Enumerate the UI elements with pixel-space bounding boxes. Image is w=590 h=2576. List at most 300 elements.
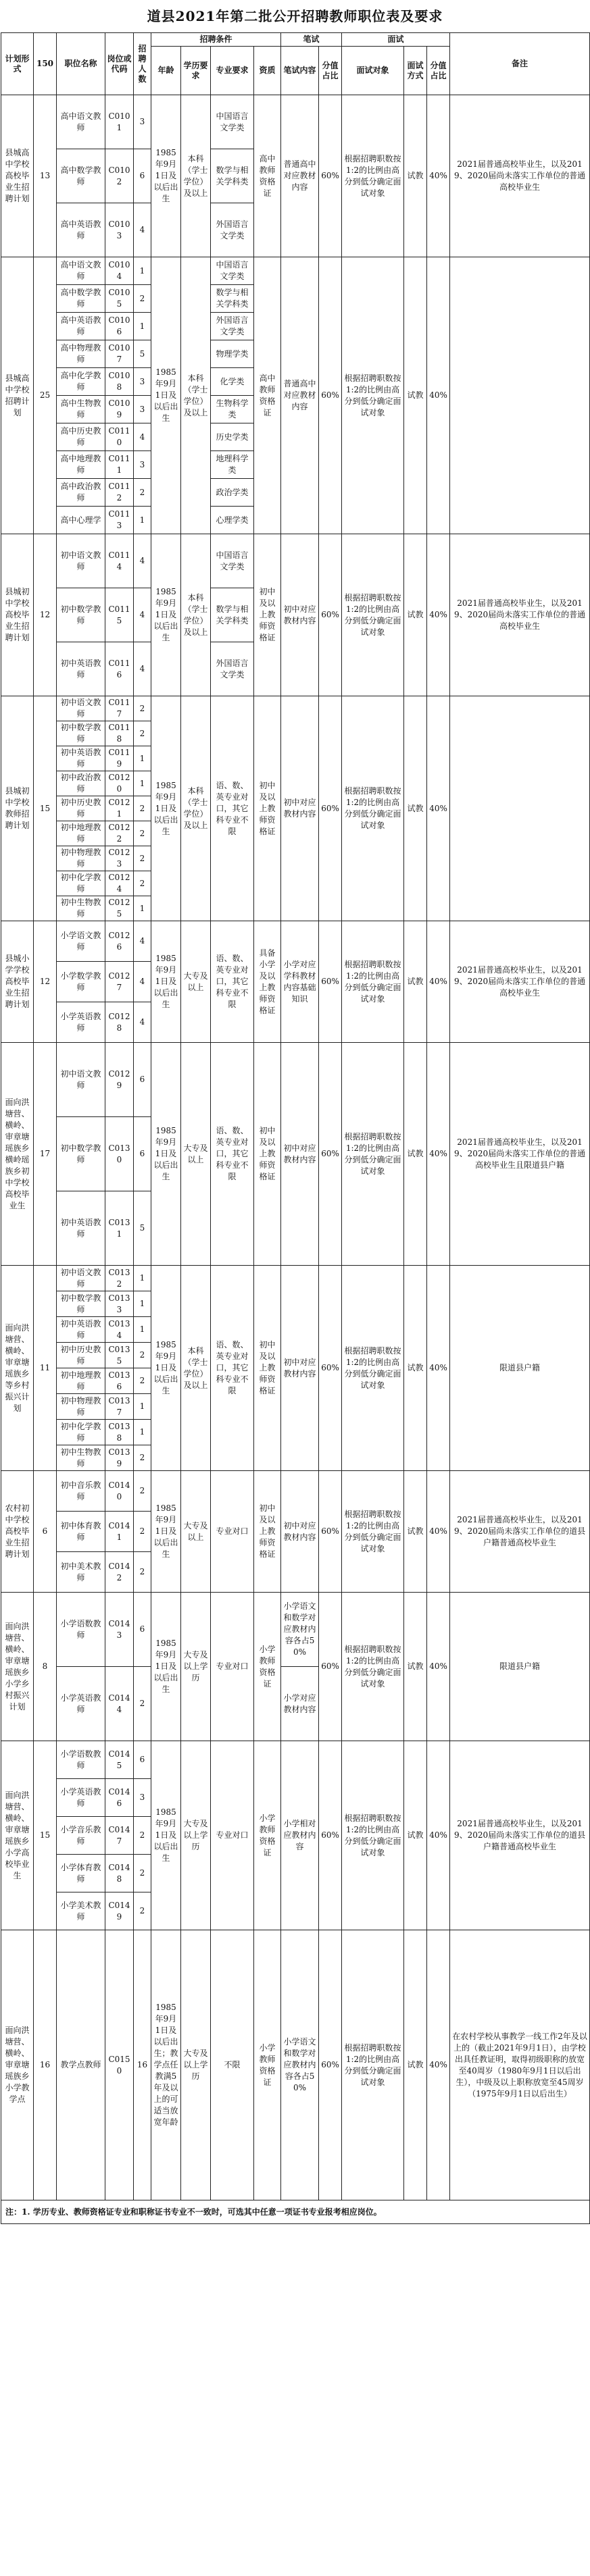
page-title: 道县2021年第二批公开招聘教师职位表及要求 [147, 8, 443, 24]
position-name-cell: 高中英语教师 [57, 203, 105, 257]
position-name-cell: 高中语文教师 [57, 257, 105, 285]
table-row [1, 1593, 590, 1667]
recruit-count-cell: 2 [134, 696, 151, 721]
age-cell: 1985年9月1日及以后出生 [151, 1741, 181, 1930]
age-cell: 1985年9月1日及以后出生；教学点任教满5年及以上的可适当放宽年龄 [151, 1930, 181, 2200]
recruit-count-cell: 2 [134, 1552, 151, 1593]
position-name-cell: 高中物理教师 [57, 340, 105, 368]
position-code-cell: C0117 [105, 696, 134, 721]
recruit-count-cell: 2 [134, 479, 151, 507]
footnote: 注：1. 学历专业、教师资格证专业和职称证书专业不一致时，可选其中任意一项证书专业报考相应岗位。 [1, 2200, 590, 2224]
interview-method-cell: 试教 [404, 696, 427, 921]
written-content-cell: 初中对应教材内容 [281, 534, 319, 696]
header-interview-method: 面试方式 [404, 47, 427, 95]
position-code-cell: C0133 [105, 1291, 134, 1317]
interview-target-cell: 根据招聘职数按1:2的比例由高分到低分确定面试对象 [342, 696, 404, 921]
position-name-cell: 小学语文教师 [57, 921, 105, 962]
interview-target-cell: 根据招聘职数按1:2的比例由高分到低分确定面试对象 [342, 1266, 404, 1471]
recruit-count-cell: 6 [134, 149, 151, 203]
table-row [1, 257, 590, 285]
plan-form-cell: 县城初中学校教师招聘计划 [1, 696, 34, 921]
recruit-count-cell: 4 [134, 423, 151, 451]
age-cell: 1985年9月1日及以后出生 [151, 1043, 181, 1266]
plan-form-cell: 县城高中学校招聘计划 [1, 257, 34, 534]
interview-method-cell: 试教 [404, 1930, 427, 2200]
written-content-cell: 小学相对应教材内容 [281, 1741, 319, 1930]
interview-method-cell: 试教 [404, 1471, 427, 1593]
position-code-cell: C0113 [105, 507, 134, 534]
header-plan-form: 计划形式 [1, 33, 34, 95]
position-code-cell: C0105 [105, 285, 134, 313]
plan-total-cell: 13 [34, 95, 57, 257]
position-name-cell: 初中地理教师 [57, 1368, 105, 1394]
remarks-cell: 在农村学校从事教学一线工作2年及以上的（截止2021年9月1日），由学校出具任教证明，取得初级职称的放宽至40周岁（1980年9月1日以后出生），中级及以上职称放宽至45周岁（1975年9月1日以后出生） [450, 1930, 590, 2200]
written-ratio-cell: 60% [319, 696, 342, 921]
position-code-cell: C0102 [105, 149, 134, 203]
interview-target-cell: 根据招聘职数按1:2的比例由高分到低分确定面试对象 [342, 95, 404, 257]
position-code-cell: C0142 [105, 1552, 134, 1593]
plan-total-cell: 6 [34, 1471, 57, 1593]
recruit-count-cell: 2 [134, 796, 151, 821]
recruit-count-cell: 4 [134, 1002, 151, 1043]
plan-form-cell: 面向洪塘营、横岭、审章塘瑶族乡小学教学点 [1, 1930, 34, 2200]
recruit-count-cell: 3 [134, 95, 151, 149]
position-name-cell: 高中数学教师 [57, 149, 105, 203]
position-code-cell: C0123 [105, 846, 134, 871]
recruit-count-cell: 16 [134, 1930, 151, 2200]
education-cell: 本科（学士学位）及以上 [181, 534, 211, 696]
written-ratio-cell: 60% [319, 1930, 342, 2200]
interview-ratio-cell: 40% [427, 534, 450, 696]
position-name-cell: 小学英语教师 [57, 1667, 105, 1741]
position-code-cell: C0136 [105, 1368, 134, 1394]
recruit-count-cell: 1 [134, 771, 151, 796]
position-code-cell: C0111 [105, 451, 134, 479]
qualification-cell: 小学教师资格证 [254, 1741, 281, 1930]
position-name-cell: 教学点教师 [57, 1930, 105, 2200]
position-name-cell: 初中政治教师 [57, 771, 105, 796]
age-cell: 1985年9月1日及以后出生 [151, 696, 181, 921]
header-remarks: 备注 [450, 33, 590, 95]
table-row [1, 95, 590, 149]
position-code-cell: C0126 [105, 921, 134, 962]
written-ratio-cell: 60% [319, 95, 342, 257]
recruit-count-cell: 2 [134, 1892, 151, 1930]
position-name-cell: 初中体育教师 [57, 1512, 105, 1552]
recruit-count-cell: 6 [134, 1593, 151, 1667]
qualification-cell: 初中及以上教师资格证 [254, 1266, 281, 1471]
recruit-count-cell: 1 [134, 746, 151, 771]
position-code-cell: C0118 [105, 721, 134, 746]
position-code-cell: C0131 [105, 1191, 134, 1266]
interview-target-cell: 根据招聘职数按1:2的比例由高分到低分确定面试对象 [342, 1471, 404, 1593]
position-code-cell: C0115 [105, 588, 134, 642]
header-written-content: 笔试内容 [281, 47, 319, 95]
position-code-cell: C0150 [105, 1930, 134, 2200]
age-cell: 1985年9月1日及以后出生 [151, 95, 181, 257]
interview-method-cell: 试教 [404, 1741, 427, 1930]
remarks-cell: 2021届普通高校毕业生，以及2019、2020届尚未落实工作单位的普通高校毕业生 [450, 921, 590, 1043]
header-major: 专业要求 [211, 47, 254, 95]
interview-ratio-cell: 40% [427, 1930, 450, 2200]
recruit-count-cell: 4 [134, 588, 151, 642]
education-cell: 大专及以上 [181, 1471, 211, 1593]
written-content-cell: 普通高中对应教材内容 [281, 257, 319, 534]
remarks-cell: 限道县户籍 [450, 1266, 590, 1471]
plan-form-cell: 县城小学学校高校毕业生招聘计划 [1, 921, 34, 1043]
recruit-count-cell: 4 [134, 962, 151, 1002]
interview-target-cell: 根据招聘职数按1:2的比例由高分到低分确定面试对象 [342, 1593, 404, 1741]
position-name-cell: 小学体育教师 [57, 1855, 105, 1892]
interview-method-cell: 试教 [404, 534, 427, 696]
recruit-count-cell: 2 [134, 1855, 151, 1892]
major-cell: 化学类 [211, 368, 254, 396]
major-cell: 数学与相关学科类 [211, 149, 254, 203]
position-name-cell: 高中政治教师 [57, 479, 105, 507]
position-name-cell: 小学数学教师 [57, 962, 105, 1002]
written-content-cell: 小学对应学科教材内容基础知识 [281, 921, 319, 1043]
header-written: 笔试 [281, 33, 342, 47]
remarks-cell [450, 257, 590, 534]
written-ratio-cell: 60% [319, 1266, 342, 1471]
written-content-cell: 初中对应教材内容 [281, 1043, 319, 1266]
position-name-cell: 初中音乐教师 [57, 1471, 105, 1512]
position-code-cell: C0130 [105, 1117, 134, 1191]
header-recruit-conditions: 招聘条件 [151, 33, 281, 47]
interview-target-cell: 根据招聘职数按1:2的比例由高分到低分确定面试对象 [342, 1930, 404, 2200]
position-name-cell: 高中心理学 [57, 507, 105, 534]
major-cell: 中国语言文学类 [211, 534, 254, 588]
interview-target-cell: 根据招聘职数按1:2的比例由高分到低分确定面试对象 [342, 257, 404, 534]
plan-form-cell: 面向洪塘营、横岭、审章塘瑶族乡横岭瑶族乡初中学校高校毕业生 [1, 1043, 34, 1266]
plan-form-cell: 面向洪塘营、横岭、审章塘瑶族乡小学乡村振兴计划 [1, 1593, 34, 1741]
position-code-cell: C0137 [105, 1394, 134, 1420]
major-cell: 专业对口 [211, 1593, 254, 1741]
position-code-cell: C0132 [105, 1266, 134, 1291]
remarks-cell: 2021届普通高校毕业生，以及2019、2020届尚未落实工作单位的普通高校毕业生 [450, 95, 590, 257]
remarks-cell: 2021届普通高校毕业生，以及2019、2020届尚未落实工作单位的道县户籍普通高校毕业生 [450, 1471, 590, 1593]
position-name-cell: 初中化学教师 [57, 871, 105, 896]
header-education: 学历要求 [181, 47, 211, 95]
position-name-cell: 初中物理教师 [57, 846, 105, 871]
position-name-cell: 初中英语教师 [57, 1317, 105, 1343]
education-cell: 大专及以上学历 [181, 1593, 211, 1741]
table-row [1, 921, 590, 962]
interview-target-cell: 根据招聘职数按1:2的比例由高分到低分确定面试对象 [342, 1741, 404, 1930]
table-row [1, 1043, 590, 1117]
written-ratio-cell: 60% [319, 534, 342, 696]
position-code-cell: C0140 [105, 1471, 134, 1512]
position-name-cell: 初中数学教师 [57, 721, 105, 746]
position-code-cell: C0128 [105, 1002, 134, 1043]
position-code-cell: C0104 [105, 257, 134, 285]
major-cell: 中国语言文学类 [211, 95, 254, 149]
recruit-count-cell: 2 [134, 1445, 151, 1471]
interview-ratio-cell: 40% [427, 1266, 450, 1471]
recruit-count-cell: 2 [134, 821, 151, 846]
position-name-cell: 初中数学教师 [57, 1291, 105, 1317]
position-name-cell: 初中数学教师 [57, 1117, 105, 1191]
major-cell: 外国语言文学类 [211, 313, 254, 340]
age-cell: 1985年9月1日及以后出生 [151, 1471, 181, 1593]
interview-method-cell: 试教 [404, 257, 427, 534]
education-cell: 本科（学士学位）及以上 [181, 257, 211, 534]
education-cell: 大专及以上学历 [181, 1930, 211, 2200]
position-name-cell: 高中语文教师 [57, 95, 105, 149]
recruit-count-cell: 5 [134, 1191, 151, 1266]
written-content-cell: 小学语文和数学对应教材内容各占50% [281, 1593, 319, 1667]
recruit-count-cell: 5 [134, 340, 151, 368]
recruit-count-cell: 2 [134, 721, 151, 746]
recruit-count-cell: 3 [134, 1779, 151, 1817]
position-name-cell: 初中生物教师 [57, 896, 105, 921]
recruit-count-cell: 1 [134, 1317, 151, 1343]
header-position-name: 职位名称 [57, 33, 105, 95]
position-name-cell: 高中数学教师 [57, 285, 105, 313]
position-code-cell: C0127 [105, 962, 134, 1002]
position-code-cell: C0138 [105, 1420, 134, 1445]
qualification-cell: 小学教师资格证 [254, 1930, 281, 2200]
position-name-cell: 高中英语教师 [57, 313, 105, 340]
header-age: 年龄 [151, 47, 181, 95]
qualification-cell: 初中及以上教师资格证 [254, 696, 281, 921]
recruitment-table [1, 32, 590, 2224]
interview-method-cell: 试教 [404, 1043, 427, 1266]
recruit-count-cell: 3 [134, 396, 151, 423]
written-content-cell: 初中对应教材内容 [281, 696, 319, 921]
written-ratio-cell: 60% [319, 921, 342, 1043]
recruit-count-cell: 1 [134, 507, 151, 534]
position-name-cell: 初中英语教师 [57, 642, 105, 696]
recruit-count-cell: 3 [134, 368, 151, 396]
position-name-cell: 小学语数教师 [57, 1593, 105, 1667]
position-name-cell: 高中地理教师 [57, 451, 105, 479]
plan-total-cell: 15 [34, 696, 57, 921]
qualification-cell: 高中教师资格证 [254, 95, 281, 257]
plan-total-cell: 8 [34, 1593, 57, 1741]
remarks-cell: 2021届普通高校毕业生，以及2019、2020届尚未落实工作单位的道县户籍普通高校毕业生 [450, 1741, 590, 1930]
recruit-count-cell: 6 [134, 1117, 151, 1191]
position-code-cell: C0125 [105, 896, 134, 921]
qualification-cell: 高中教师资格证 [254, 257, 281, 534]
recruit-count-cell: 1 [134, 896, 151, 921]
plan-total-cell: 16 [34, 1930, 57, 2200]
recruit-count-cell: 2 [134, 871, 151, 896]
header-position-code: 岗位或代码 [105, 33, 134, 95]
position-code-cell: C0112 [105, 479, 134, 507]
position-code-cell: C0147 [105, 1817, 134, 1855]
written-content-cell: 小学语文和数学对应教材内容各占50% [281, 1930, 319, 2200]
recruit-count-cell: 2 [134, 1512, 151, 1552]
position-code-cell: C0122 [105, 821, 134, 846]
position-code-cell: C0134 [105, 1317, 134, 1343]
position-name-cell: 初中生物教师 [57, 1445, 105, 1471]
interview-ratio-cell: 40% [427, 1741, 450, 1930]
age-cell: 1985年9月1日及以后出生 [151, 534, 181, 696]
major-cell: 心理学类 [211, 507, 254, 534]
plan-form-cell: 县城高中学校高校毕业生招聘计划 [1, 95, 34, 257]
interview-method-cell: 试教 [404, 921, 427, 1043]
position-name-cell: 高中化学教师 [57, 368, 105, 396]
major-cell: 语、数、英专业对口，其它科专业不限 [211, 1266, 254, 1471]
major-cell: 数学与相关学科类 [211, 588, 254, 642]
education-cell: 大专及以上 [181, 921, 211, 1043]
position-name-cell: 初中物理教师 [57, 1394, 105, 1420]
education-cell: 本科（学士学位）及以上 [181, 1266, 211, 1471]
position-code-cell: C0149 [105, 1892, 134, 1930]
plan-total-cell: 12 [34, 534, 57, 696]
position-code-cell: C0120 [105, 771, 134, 796]
recruit-count-cell: 4 [134, 921, 151, 962]
position-name-cell: 初中美术教师 [57, 1552, 105, 1593]
position-name-cell: 初中英语教师 [57, 1191, 105, 1266]
qualification-cell: 初中及以上教师资格证 [254, 1471, 281, 1593]
qualification-cell: 小学教师资格证 [254, 1593, 281, 1741]
note-row [1, 2200, 590, 2224]
interview-target-cell: 根据招聘职数按1:2的比例由高分到低分确定面试对象 [342, 921, 404, 1043]
position-code-cell: C0144 [105, 1667, 134, 1741]
position-code-cell: C0101 [105, 95, 134, 149]
major-cell: 地理科学类 [211, 451, 254, 479]
recruit-count-cell: 4 [134, 534, 151, 588]
table-row [1, 1741, 590, 1779]
position-name-cell: 小学音乐教师 [57, 1817, 105, 1855]
header-qualification: 资质 [254, 47, 281, 95]
qualification-cell: 具备小学及以上教师资格证 [254, 921, 281, 1043]
position-name-cell: 小学英语教师 [57, 1002, 105, 1043]
written-content-cell: 初中对应教材内容 [281, 1471, 319, 1593]
position-code-cell: C0103 [105, 203, 134, 257]
remarks-cell: 2021届普通高校毕业生，以及2019、2020届尚未落实工作单位的普通高校毕业生且限道县户籍 [450, 1043, 590, 1266]
interview-ratio-cell: 40% [427, 696, 450, 921]
interview-ratio-cell: 40% [427, 1471, 450, 1593]
plan-form-cell: 农村初中学校高校毕业生招聘计划 [1, 1471, 34, 1593]
plan-form-cell: 面向洪塘营、横岭、审章塘瑶族乡等乡村振兴计划 [1, 1266, 34, 1471]
remarks-cell: 2021届普通高校毕业生，以及2019、2020届尚未落实工作单位的普通高校毕业生 [450, 534, 590, 696]
written-ratio-cell: 60% [319, 1593, 342, 1741]
position-name-cell: 初中语文教师 [57, 534, 105, 588]
major-cell: 语、数、英专业对口，其它科专业不限 [211, 696, 254, 921]
interview-method-cell: 试教 [404, 1593, 427, 1741]
written-content-cell: 初中对应教材内容 [281, 1266, 319, 1471]
header-written-ratio: 分值占比 [319, 47, 342, 95]
header-recruit-count: 招聘人数 [134, 33, 151, 95]
position-name-cell: 初中地理教师 [57, 821, 105, 846]
table-row [1, 696, 590, 721]
position-name-cell: 初中语文教师 [57, 1266, 105, 1291]
position-code-cell: C0143 [105, 1593, 134, 1667]
position-name-cell: 初中化学教师 [57, 1420, 105, 1445]
position-code-cell: C0106 [105, 313, 134, 340]
position-name-cell: 高中生物教师 [57, 396, 105, 423]
written-ratio-cell: 60% [319, 1471, 342, 1593]
recruit-count-cell: 2 [134, 1667, 151, 1741]
recruit-count-cell: 6 [134, 1043, 151, 1117]
header-interview-ratio: 分值占比 [427, 47, 450, 95]
major-cell: 历史学类 [211, 423, 254, 451]
major-cell: 物理学类 [211, 340, 254, 368]
position-code-cell: C0141 [105, 1512, 134, 1552]
written-ratio-cell: 60% [319, 257, 342, 534]
position-name-cell: 小学语数教师 [57, 1741, 105, 1779]
recruit-count-cell: 1 [134, 257, 151, 285]
major-cell: 中国语言文学类 [211, 257, 254, 285]
major-cell: 不限 [211, 1930, 254, 2200]
position-code-cell: C0135 [105, 1343, 134, 1368]
plan-total-cell: 15 [34, 1741, 57, 1930]
interview-method-cell: 试教 [404, 95, 427, 257]
position-name-cell: 初中数学教师 [57, 588, 105, 642]
table-row [1, 1266, 590, 1291]
age-cell: 1985年9月1日及以后出生 [151, 257, 181, 534]
position-code-cell: C0107 [105, 340, 134, 368]
major-cell: 外国语言文学类 [211, 642, 254, 696]
position-name-cell: 高中历史教师 [57, 423, 105, 451]
recruit-count-cell: 2 [134, 1817, 151, 1855]
remarks-cell [450, 696, 590, 921]
remarks-cell: 限道县户籍 [450, 1593, 590, 1741]
position-code-cell: C0110 [105, 423, 134, 451]
qualification-cell: 初中及以上教师资格证 [254, 534, 281, 696]
recruit-count-cell: 2 [134, 846, 151, 871]
age-cell: 1985年9月1日及以后出生 [151, 1593, 181, 1741]
plan-form-cell: 面向洪塘营、横岭、审章塘瑶族乡小学高校毕业生 [1, 1741, 34, 1930]
major-cell: 政治学类 [211, 479, 254, 507]
age-cell: 1985年9月1日及以后出生 [151, 1266, 181, 1471]
interview-ratio-cell: 40% [427, 1043, 450, 1266]
written-content-cell: 小学对应教材内容 [281, 1667, 319, 1741]
position-code-cell: C0139 [105, 1445, 134, 1471]
major-cell: 外国语言文学类 [211, 203, 254, 257]
recruit-count-cell: 2 [134, 1343, 151, 1368]
position-name-cell: 初中语文教师 [57, 1043, 105, 1117]
position-code-cell: C0146 [105, 1779, 134, 1817]
written-content-cell: 普通高中对应教材内容 [281, 95, 319, 257]
recruit-count-cell: 2 [134, 1368, 151, 1394]
position-code-cell: C0108 [105, 368, 134, 396]
plan-total-cell: 25 [34, 257, 57, 534]
education-cell: 本科（学士学位）及以上 [181, 696, 211, 921]
plan-form-cell: 县城初中学校高校毕业生招聘计划 [1, 534, 34, 696]
header-total: 150 [34, 33, 57, 95]
position-code-cell: C0116 [105, 642, 134, 696]
position-code-cell: C0124 [105, 871, 134, 896]
recruit-count-cell: 2 [134, 285, 151, 313]
major-cell: 专业对口 [211, 1471, 254, 1593]
interview-method-cell: 试教 [404, 1266, 427, 1471]
education-cell: 本科（学士学位）及以上 [181, 95, 211, 257]
written-ratio-cell: 60% [319, 1043, 342, 1266]
header-interview: 面试 [342, 33, 450, 47]
recruit-count-cell: 4 [134, 642, 151, 696]
recruit-count-cell: 2 [134, 1471, 151, 1512]
interview-target-cell: 根据招聘职数按1:2的比例由高分到低分确定面试对象 [342, 534, 404, 696]
position-code-cell: C0109 [105, 396, 134, 423]
plan-total-cell: 12 [34, 921, 57, 1043]
recruit-count-cell: 6 [134, 1741, 151, 1779]
position-code-cell: C0145 [105, 1741, 134, 1779]
interview-ratio-cell: 40% [427, 95, 450, 257]
header-interview-target: 面试对象 [342, 47, 404, 95]
position-code-cell: C0114 [105, 534, 134, 588]
position-name-cell: 小学美术教师 [57, 1892, 105, 1930]
position-name-cell: 初中历史教师 [57, 796, 105, 821]
major-cell: 语、数、英专业对口，其它科专业不限 [211, 1043, 254, 1266]
position-code-cell: C0129 [105, 1043, 134, 1117]
position-code-cell: C0148 [105, 1855, 134, 1892]
qualification-cell: 初中及以上教师资格证 [254, 1043, 281, 1266]
recruit-count-cell: 1 [134, 1420, 151, 1445]
